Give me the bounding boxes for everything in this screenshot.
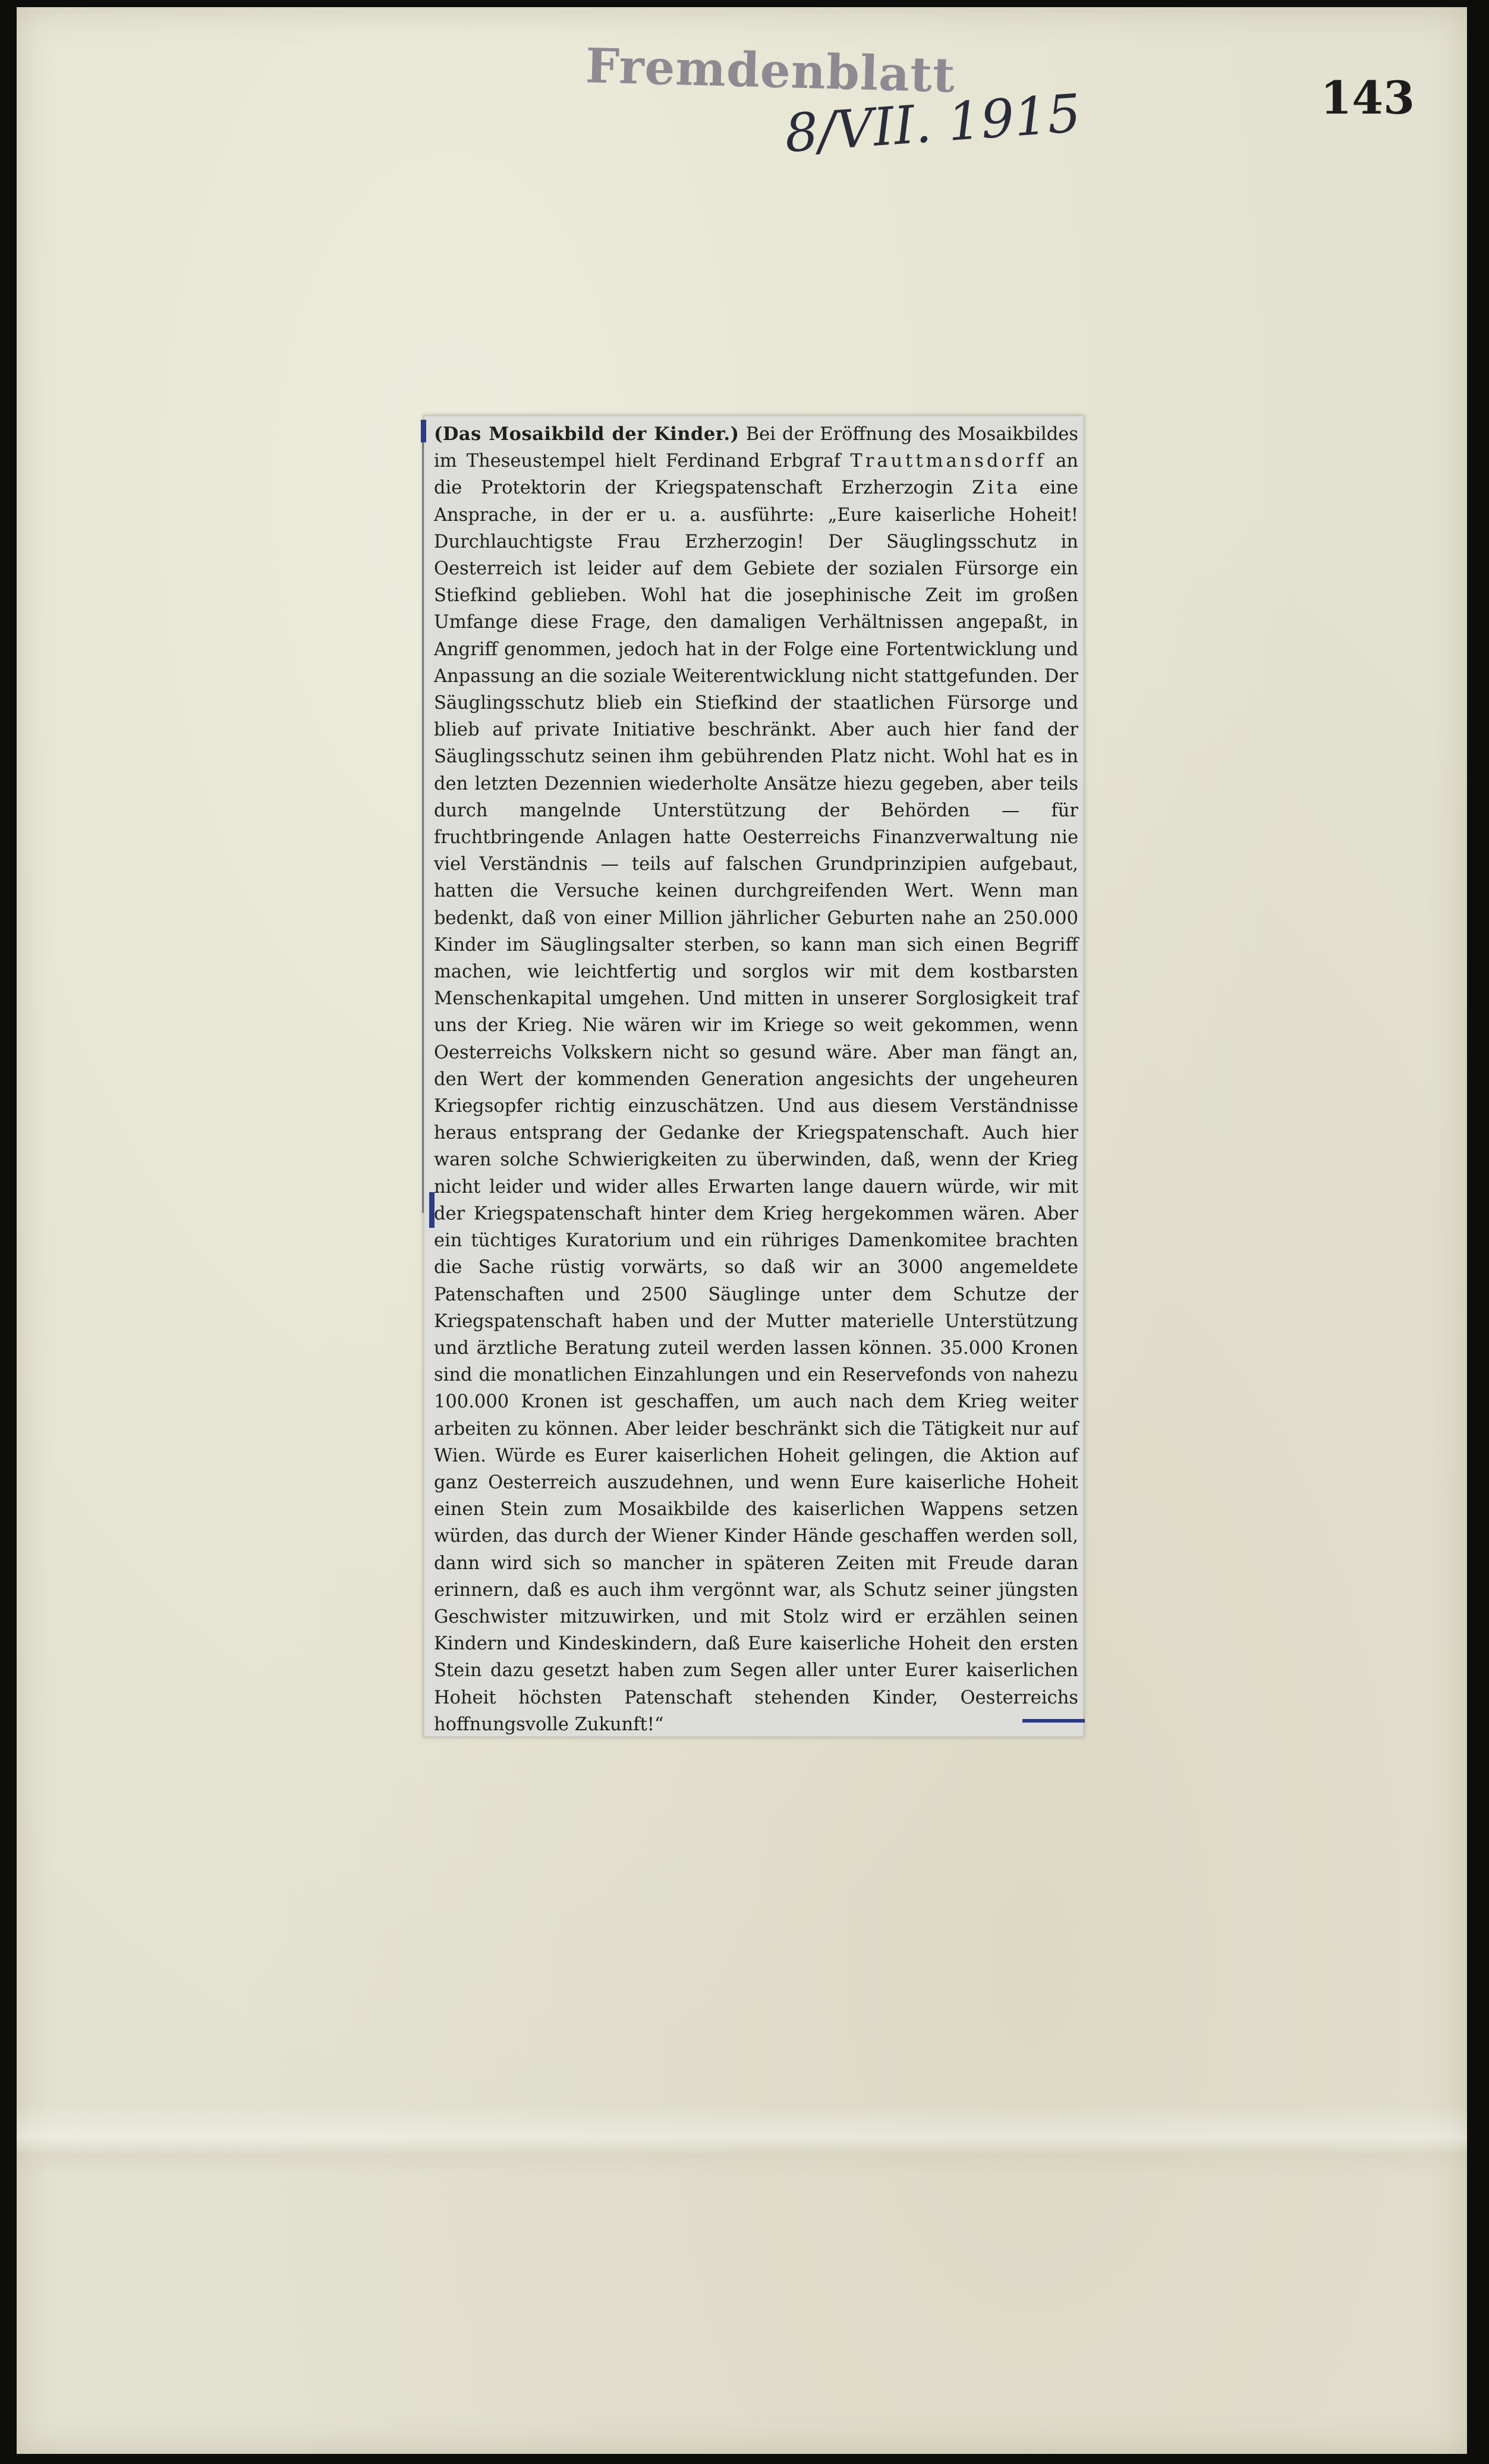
newspaper-stamp: Fremdenblatt	[584, 37, 956, 103]
paper-fold	[17, 2105, 1467, 2176]
article-text-middle: an die Protektorin der Kriegspatenschaft Erzherzogin	[434, 451, 1078, 499]
handwritten-date: 8/VII. 1915	[782, 82, 1083, 165]
article-title: (Das Mosaikbild der Kinder.)	[434, 423, 739, 445]
article-name-zita: Zita	[972, 477, 1021, 499]
article-name-trauttmansdorff: Trauttmansdorff	[850, 451, 1047, 472]
page-number: 143	[1320, 71, 1415, 124]
article-text-intro: Bei der Eröffnung des Mosaikbildes im Theseustempel hielt Ferdinand Erbgraf	[434, 424, 1078, 472]
blue-pencil-mark-top	[421, 420, 426, 442]
article-body	[434, 421, 1078, 1738]
clipping-edge-line	[422, 440, 424, 1213]
article-text-speech: eine Ansprache, in der er u. a. ausführte: „Eure kaiserliche Hoheit! Durchlauchtigste Frau Erzherzogin! Der Säuglingsschutz in Oesterreich ist leider auf dem Gebiete der sozialen Fürsorge ein Stiefkind geblieben. Wohl hat die josephinische Zeit im großen Umfange diese Frage, den damaligen Verhältnissen angepaßt, in Angriff genommen, jedoch hat in der Folge eine Fortentwicklung und Anpassung an die soziale Weiterentwicklung nicht stattgefunden. Der Säuglingsschutz blieb ein Stiefkind der staatlichen Fürsorge und blieb auf private Initiative beschränkt. Aber auch hier fand der Säuglingsschutz seinen ihm gebührenden Platz nicht. Wohl hat es in den letzten Dezennien wiederholte Ansätze hiezu gegeben, aber teils durch mangelnde Unterstützung der Behörden — für fruchtbringende Anlagen hatte Oesterreichs Finanzverwaltung nie viel Verständnis — teils auf falschen Grundprinzipien aufgebaut, hatten die Versuche keinen durchgreifenden Wert. Wenn man bedenkt, daß von einer Million jährlicher Geburten nahe an 250.000 Kinder im Säuglingsalter sterben, so kann man sich einen Begriff machen, wie leichtfertig und sorglos wir mit dem kostbarsten Menschenkapital umgehen. Und mitten in unserer Sorglosigkeit traf uns der Krieg. Nie wären wir im Kriege so weit gekommen, wenn Oesterreichs Volkskern nicht so gesund wäre. Aber man fängt an, den Wert der kommenden Generation angesichts der ungeheuren Kriegsopfer richtig einzuschätzen. Und aus diesem Verständnisse heraus entsprang der Gedanke der Kriegspatenschaft. Auch hier waren solche Schwierigkeiten zu überwinden, daß, wenn der Krieg nicht leider und wider alles Erwarten lange dauern würde, wir mit der Kriegspatenschaft hinter dem Krieg hergekommen wären. Aber ein tüchtiges Kuratorium und ein rühriges Damenkomitee brachten die Sache rüstig vorwärts, so daß wir an 3000 angemeldete Patenschaften und 2500 Säuglinge unter dem Schutze der Kriegspatenschaft haben und der Mutter materielle Unterstützung und ärztliche Beratung zuteil werden lassen können. 35.000 Kronen sind die monatlichen Einzahlungen und ein Reservefonds von nahezu 100.000 Kronen ist geschaffen, um auch nach dem Krieg weiter arbeiten zu können. Aber leider beschränkt sich die Tätigkeit nur auf Wien. Würde es Eurer kaiserlichen Hoheit gelingen, die Aktion auf ganz Oesterreich auszudehnen, und wenn Eure kaiserliche Hoheit einen Stein zum Mosaikbilde des kaiserlichen Wappens setzen würden, das durch der Wiener Kinder Hände geschaffen werden soll, dann wird sich so mancher in späteren Zeiten mit Freude daran erinnern, daß es auch ihm vergönnt war, als Schutz seiner jüngsten Geschwister mitzuwirken, und mit Stolz wird er erzählen seinen Kindern und Kindeskindern, daß Eure kaiserliche Hoheit den ersten Stein dazu gesetzt haben zum Segen aller unter Eurer kaiserlichen Hoheit höchsten Patenschaft stehenden Kinder, Oesterreichs hoffnungsvolle Zukunft!“	[434, 477, 1078, 1735]
